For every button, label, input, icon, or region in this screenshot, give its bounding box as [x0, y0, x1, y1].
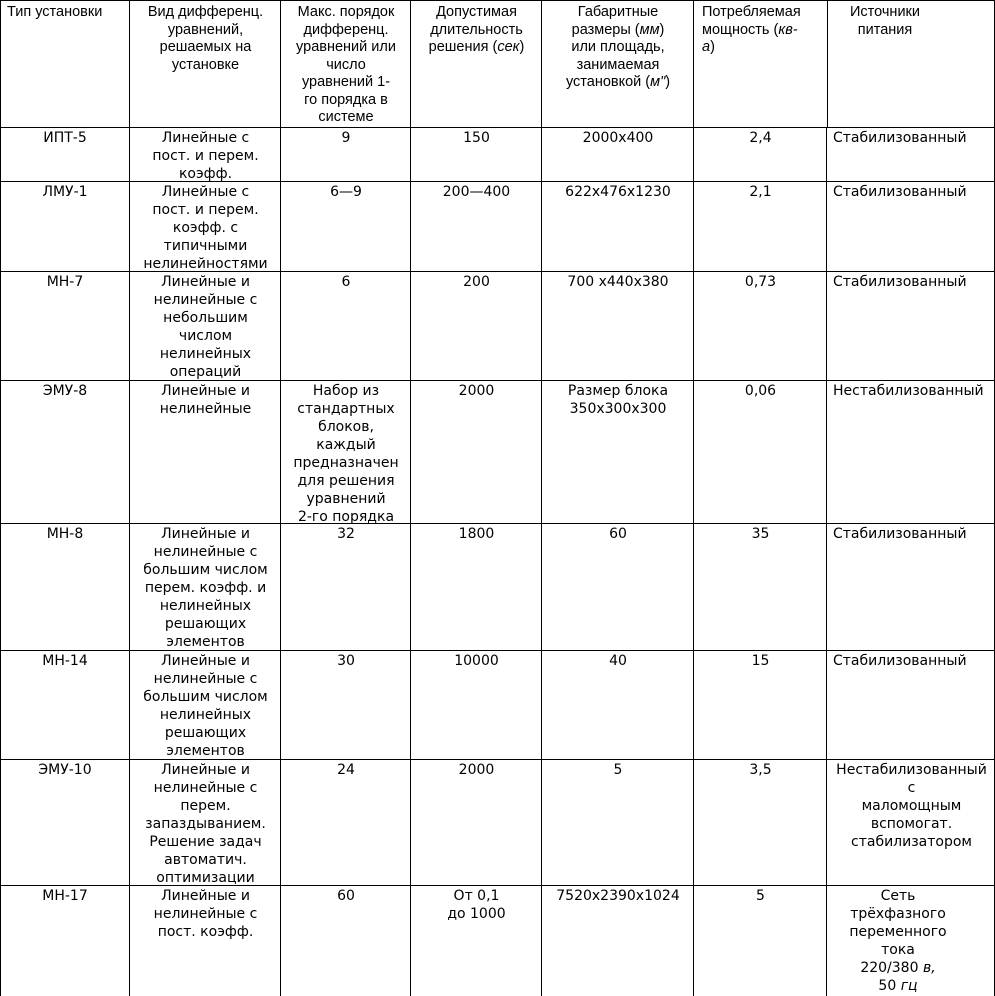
- row3-duration: 200: [463, 274, 490, 290]
- row3-power: 0,73: [744, 274, 777, 290]
- row7-equation-kind: Линейные и нелинейные с перем. запаздыванием. Решение задач автоматич. оптимизации: [145, 762, 266, 886]
- row6-duration: 10000: [454, 653, 499, 669]
- row4-power: 0,06: [744, 383, 777, 399]
- row6-size: 40: [609, 653, 627, 669]
- row3-supply: Стабилизованный: [833, 274, 967, 290]
- row1-supply: Стабилизованный: [833, 130, 967, 146]
- row5-equation-kind: Линейные и нелинейные с большим числом перем. коэфф. и нелинейных решающих элементов: [143, 526, 268, 650]
- row2-supply: Стабилизованный: [833, 184, 967, 200]
- row2-max-order: 6—9: [330, 184, 362, 200]
- row7-type: ЭМУ-10: [38, 762, 92, 778]
- row6-supply: Стабилизованный: [833, 653, 967, 669]
- row5-type: МН-8: [46, 526, 84, 542]
- row8-duration: От 0,1 до 1000: [447, 888, 506, 922]
- row5-duration: 1800: [458, 526, 495, 542]
- row4-type: ЭМУ-8: [42, 383, 88, 399]
- row8-max-order: 60: [337, 888, 355, 904]
- row7-supply: Нестабилизованный с маломощным вспомогат. стабилизатором: [836, 762, 987, 850]
- row2-power: 2,1: [749, 184, 772, 200]
- row2-size: 622x476x1230: [565, 184, 671, 200]
- row5-supply: Стабилизованный: [833, 526, 967, 542]
- row7-duration: 2000: [458, 762, 495, 778]
- row1-size: 2000x400: [582, 130, 654, 146]
- row3-max-order: 6: [341, 274, 351, 290]
- row7-max-order: 24: [337, 762, 355, 778]
- header-power: Потребляемая мощность (кв- а): [702, 4, 801, 55]
- header-type: Тип установки: [7, 4, 103, 20]
- row6-max-order: 30: [337, 653, 355, 669]
- row1-type: ИПТ-5: [43, 130, 87, 146]
- row4-duration: 2000: [458, 383, 495, 399]
- row1-power: 2,4: [749, 130, 772, 146]
- row8-type: МН-17: [42, 888, 88, 904]
- header-max-order: Макс. порядок дифференц. уравнений или число уравнений 1- го порядка в системе: [296, 4, 396, 125]
- row3-type: МН-7: [46, 274, 84, 290]
- row7-power: 3,5: [749, 762, 772, 778]
- row8-size: 7520x2390x1024: [556, 888, 680, 904]
- row4-max-order: Набор из стандартных блоков, каждый предназначен для решения уравнений 2-го порядка: [293, 383, 399, 525]
- row3-equation-kind: Линейные и нелинейные с небольшим числом нелинейных операций: [153, 274, 258, 380]
- row4-supply: Нестабилизованный: [833, 383, 984, 399]
- header-size: Габаритные размеры (мм) или площадь, занимаемая установкой (м"): [565, 4, 671, 90]
- header-supply: Источники питания: [849, 4, 920, 38]
- row4-size: Размер блока 350x300x300: [567, 383, 669, 417]
- row8-equation-kind: Линейные и нелинейные с пост. коэфф.: [153, 888, 258, 940]
- row8-supply: Сеть трёхфазного переменного тока 220/380 в, 50 гц: [849, 888, 947, 994]
- row5-size: 60: [609, 526, 627, 542]
- row6-power: 15: [751, 653, 770, 669]
- row3-size: 700 x440x380: [567, 274, 669, 290]
- header-equation-kind: Вид дифференц. уравнений, решаемых на установке: [147, 4, 264, 73]
- row5-power: 35: [751, 526, 770, 542]
- row1-duration: 150: [463, 130, 490, 146]
- row4-equation-kind: Линейные и нелинейные: [159, 383, 252, 417]
- row8-power: 5: [756, 888, 765, 904]
- row6-equation-kind: Линейные и нелинейные с большим числом нелинейных решающих элементов: [143, 653, 268, 759]
- row6-type: МН-14: [42, 653, 88, 669]
- row1-equation-kind: Линейные с пост. и перем. коэфф.: [152, 130, 259, 182]
- row2-type: ЛМУ-1: [42, 184, 88, 200]
- row2-duration: 200—400: [442, 184, 511, 200]
- row1-max-order: 9: [341, 130, 351, 146]
- header-duration: Допустимая длительность решения (сек): [428, 4, 525, 55]
- row2-equation-kind: Линейные с пост. и перем. коэфф. с типичными нелинейностями: [143, 184, 268, 272]
- row5-max-order: 32: [337, 526, 355, 542]
- row7-size: 5: [613, 762, 623, 778]
